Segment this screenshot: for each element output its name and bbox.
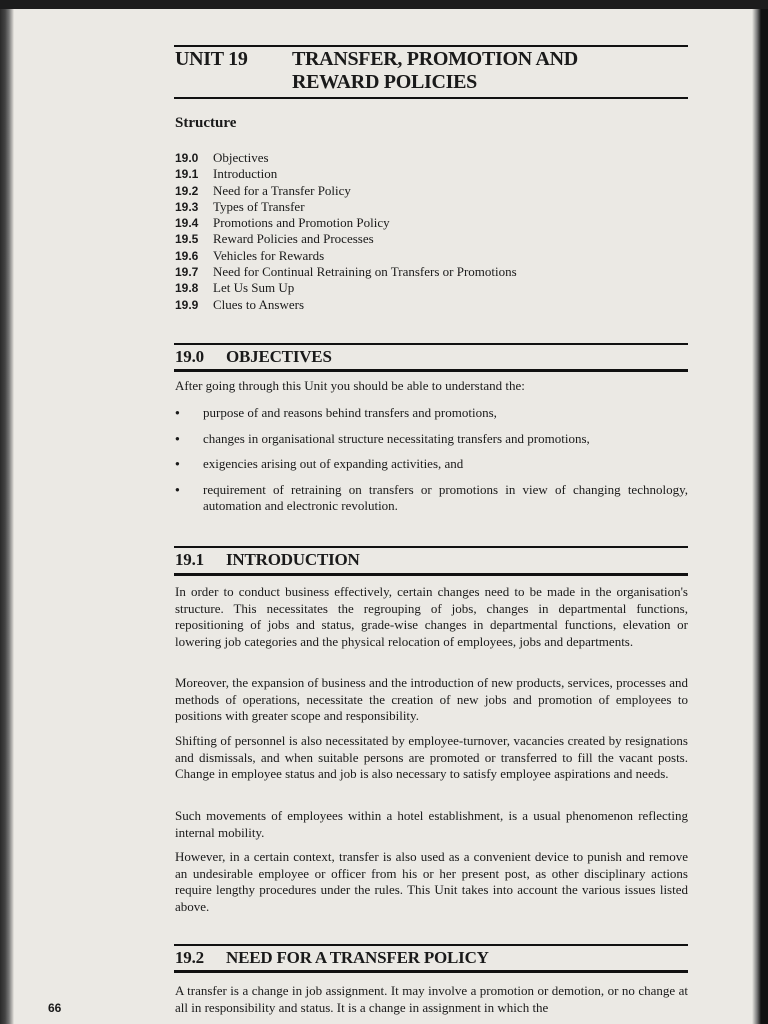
- introduction-heading: [175, 550, 360, 570]
- introduction-section-number: 19.1: [175, 550, 204, 569]
- structure-item-number: 19.5: [175, 232, 199, 247]
- page-number: 66: [48, 1001, 62, 1015]
- objectives-section-title: OBJECTIVES: [226, 347, 332, 366]
- introduction-paragraph: However, in a certain context, transfer is also used as a convenient device to punish and remove an undesirable employee or officer from his or her present post, as other disciplinary actions require lengthy procedures under the rules. This Unit takes into account the various issues listed above.: [175, 849, 688, 914]
- unit-title-line-1: TRANSFER, PROMOTION AND: [292, 48, 578, 70]
- structure-item: [175, 150, 517, 166]
- structure-item-number: 19.4: [175, 216, 199, 231]
- objectives-bullet: ● exigencies arising out of expanding activities, and: [175, 456, 688, 473]
- structure-item-label: Objectives: [213, 150, 269, 165]
- introduction-paragraph: In order to conduct business effectively, certain changes need to be made in the organisation's structure. This necessitates the regrouping of jobs, changes in departmental functions, repositioning of jobs and status, grade-wise changes in departmental functions, elevation or lowering job categories and the physical relocation of employees, jobs and departments.: [175, 584, 688, 649]
- transfer-policy-paragraph: A transfer is a change in job assignment. It may involve a promotion or demotion, or no change at all in responsibility and status. It is a change in assignment in which the: [175, 983, 688, 1015]
- structure-item: [175, 264, 517, 280]
- structure-item: [175, 231, 517, 247]
- introduction-paragraph: Shifting of personnel is also necessitated by employee-turnover, vacancies created by resignations and dismissals, and when suitable persons are promoted or transferred to fill the vacant posts. Change in employee status and job is also necessary to satisfy employee aspirations and needs.: [175, 733, 688, 781]
- objectives-rule-bottom: [174, 369, 688, 372]
- structure-item: [175, 248, 517, 264]
- structure-item-number: 19.0: [175, 151, 199, 165]
- transfer-policy-section-title: NEED FOR A TRANSFER POLICY: [226, 948, 489, 967]
- unit-title: [292, 48, 682, 94]
- introduction-paragraph: Moreover, the expansion of business and the introduction of new products, services, processes and methods of operations, necessitate the creation of new jobs and promotion of employees to positions with greater scope and responsibility.: [175, 675, 688, 723]
- objectives-bullet-list: [175, 405, 688, 522]
- unit-number: UNIT 19: [175, 48, 248, 70]
- structure-item: [175, 215, 517, 231]
- structure-item-number: 19.2: [175, 183, 199, 198]
- structure-item-label: Introduction: [213, 166, 278, 182]
- unit-title-line-2: REWARD POLICIES: [292, 71, 477, 93]
- objectives-bullet: ● purpose of and reasons behind transfers and promotions,: [175, 405, 688, 422]
- structure-item-number: 19.3: [175, 199, 199, 214]
- structure-item-number: 19.1: [175, 167, 199, 182]
- structure-item-label: Types of Transfer: [213, 198, 305, 214]
- structure-list: [175, 150, 517, 313]
- structure-item-label: Vehicles for Rewards: [213, 247, 325, 263]
- transfer-policy-rule-bottom: [174, 970, 688, 973]
- transfer-policy-section-number: 19.2: [175, 948, 204, 967]
- objectives-bullet: ● changes in organisational structure necessitating transfers and promotions,: [175, 431, 688, 448]
- objectives-bullet: ● requirement of retraining on transfers or promotions in view of changing technology, automation and electronic revolution.: [175, 482, 688, 515]
- transfer-policy-rule-top: [174, 944, 688, 946]
- structure-item-label: Clues to Answers: [213, 296, 304, 312]
- structure-item-label: Promotions and Promotion Policy: [213, 215, 390, 231]
- objectives-intro: After going through this Unit you should be able to understand the:: [175, 378, 525, 393]
- structure-item-number: 19.7: [175, 265, 199, 280]
- structure-item: [175, 183, 517, 199]
- structure-heading: Structure: [175, 115, 237, 131]
- structure-item-number: 19.8: [175, 281, 199, 296]
- introduction-rule-top: [174, 546, 688, 548]
- introduction-paragraph: Such movements of employees within a hotel establishment, is a usual phenomenon reflecting internal mobility.: [175, 808, 688, 840]
- introduction-rule-bottom: [174, 573, 688, 576]
- structure-item: [175, 297, 517, 313]
- unit-header-rule-top: [174, 45, 688, 47]
- structure-item-number: 19.9: [175, 297, 199, 312]
- structure-item-label: Need for a Transfer Policy: [213, 182, 351, 198]
- introduction-section-title: INTRODUCTION: [226, 550, 360, 569]
- structure-item-label: Reward Policies and Processes: [213, 231, 374, 247]
- objectives-section-number: 19.0: [175, 347, 204, 366]
- objectives-rule-top: [174, 343, 688, 345]
- transfer-policy-heading: [175, 948, 489, 968]
- structure-item-number: 19.6: [175, 248, 199, 263]
- structure-item-label: Need for Continual Retraining on Transfers or Promotions: [213, 264, 517, 280]
- objectives-heading: [175, 347, 332, 367]
- structure-item: [175, 199, 517, 215]
- structure-item: [175, 280, 517, 296]
- unit-header-rule-bottom: [174, 97, 688, 99]
- structure-item: [175, 166, 517, 182]
- structure-item-label: Let Us Sum Up: [213, 280, 295, 296]
